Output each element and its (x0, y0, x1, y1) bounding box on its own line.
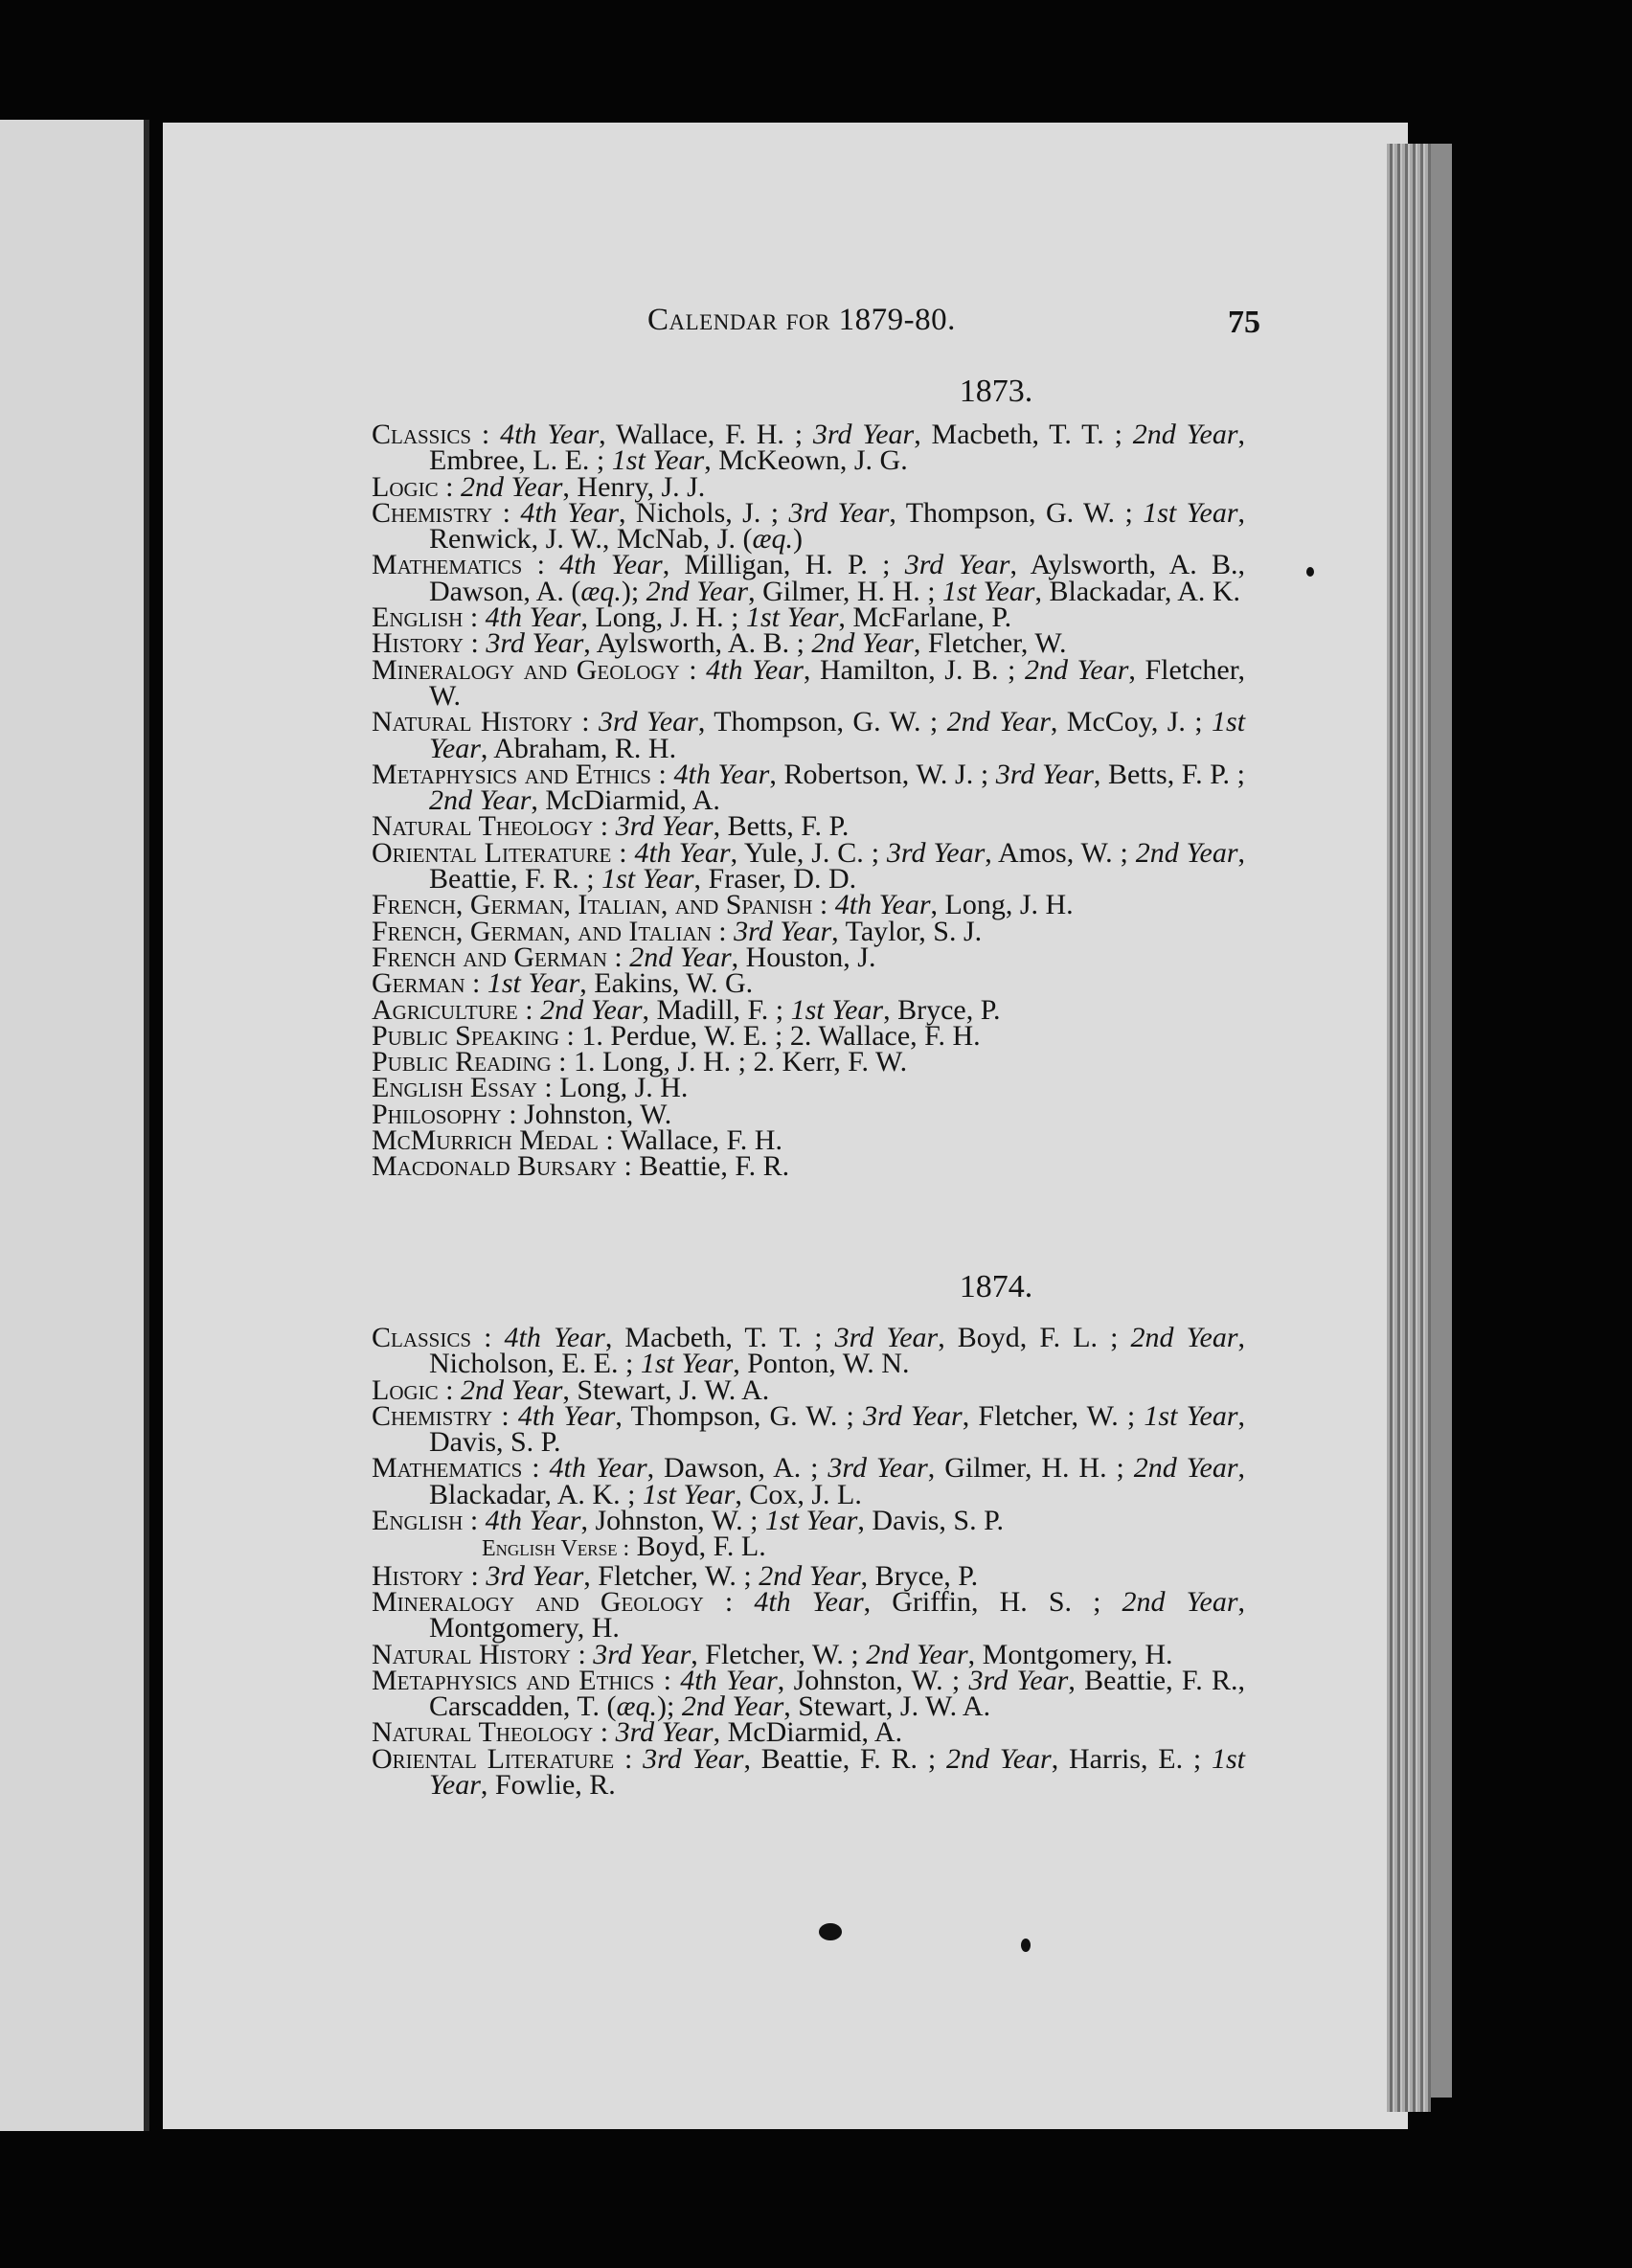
subject-label: English Essay : (372, 1072, 553, 1104)
award-entry (372, 653, 1246, 712)
year-label: 1st Year (764, 1505, 858, 1537)
award-entry (372, 941, 1245, 973)
award-text: , Beattie, F. R., Carscadden, T. ( (429, 1664, 1246, 1723)
award-text: , McKeown, J. G. (704, 444, 908, 477)
year-label: 2nd Year (1135, 836, 1238, 869)
award-entry (372, 1638, 1245, 1670)
entries-1873 (372, 419, 1246, 1183)
year-label: 4th Year (680, 1664, 778, 1696)
header-title: Calendar for 1879-80. (647, 303, 956, 337)
award-text: , Fraser, D. D. (693, 863, 857, 896)
year-label: 2nd Year (945, 1742, 1052, 1775)
year-label: 2nd Year (946, 706, 1051, 738)
award-text: , Beattie, F. R. ; (743, 1742, 946, 1775)
award-entry (372, 1664, 1246, 1723)
award-entry (372, 1505, 1245, 1537)
award-text: , Nichols, J. ; (619, 496, 789, 529)
award-text: , Davis, S. P. (429, 1399, 1246, 1459)
award-text: Boyd, F. L. (636, 1531, 766, 1563)
year-label: 2nd Year (811, 627, 914, 660)
award-text: , Betts, F. P. (713, 810, 850, 843)
year-label: 1st Year (942, 575, 1035, 607)
year-label: 4th Year (634, 836, 731, 869)
award-text: , Gilmer, H. H. ; (748, 575, 943, 607)
year-label: 3rd Year (788, 496, 890, 529)
year-label: 4th Year (673, 758, 770, 790)
award-text: , McFarlane, P. (838, 601, 1012, 634)
year-label: 4th Year (520, 496, 620, 529)
ink-blot (1306, 567, 1314, 577)
subject-label: History : (372, 1559, 479, 1592)
award-entry (372, 1019, 1245, 1052)
subject-label: History : (372, 627, 479, 660)
award-text: ); (657, 1690, 682, 1723)
year-label: æq. (616, 1690, 657, 1723)
year-label: 1st Year (1144, 1399, 1238, 1432)
award-text: , Blackadar, A. K. (1034, 575, 1241, 607)
subject-label: Logic : (372, 1373, 454, 1406)
subject-label: English Verse : (482, 1536, 630, 1562)
subject-label: Oriental Literature : (372, 1742, 633, 1775)
year-label: 4th Year (834, 889, 931, 921)
year-label: 1st Year (790, 993, 884, 1026)
year-label: 3rd Year (486, 1559, 584, 1592)
award-text: , Johnston, W. ; (580, 1505, 765, 1537)
award-text: , Embree, L. E. ; (429, 419, 1246, 477)
year-label: 3rd Year (995, 758, 1094, 790)
award-text: , Montgomery, H. (429, 1585, 1246, 1644)
award-entry (372, 1373, 1245, 1406)
award-text: Wallace, F. H. (620, 1124, 782, 1157)
award-entry (372, 1072, 1245, 1104)
award-text: , Betts, F. P. ; (1093, 758, 1246, 790)
year-label: 3rd Year (886, 836, 986, 869)
award-entry (372, 1716, 1245, 1749)
year-label: 3rd Year (827, 1452, 928, 1485)
award-text: , Thompson, G. W. ; (615, 1399, 864, 1432)
subject-label: Agriculture : (372, 993, 533, 1026)
year-label: 1st Year (429, 1742, 1246, 1802)
award-entry (372, 1742, 1246, 1802)
award-text: , Hamilton, J. B. ; (803, 653, 1025, 686)
year-label: 4th Year (504, 1322, 605, 1353)
subject-label: Chemistry : (372, 1399, 510, 1432)
facing-page-edge (0, 120, 149, 2131)
award-entry (372, 1452, 1246, 1510)
year-label: 3rd Year (615, 1716, 714, 1749)
subject-label: Natural Theology : (372, 1716, 609, 1749)
award-text: , Boyd, F. L. ; (938, 1322, 1131, 1353)
award-entry (372, 915, 1245, 947)
award-text: ) (793, 523, 803, 556)
award-entry (372, 810, 1245, 843)
award-text: , Fletcher, W. ; (583, 1559, 759, 1592)
year-label: 1st Year (1143, 496, 1238, 529)
award-text: , Renwick, J. W., McNab, J. ( (429, 496, 1246, 556)
year-label: 3rd Year (734, 915, 832, 947)
subject-label: French, German, and Italian : (372, 915, 727, 947)
award-text: , Robertson, W. J. ; (769, 758, 996, 790)
award-text: , Fletcher, W. ; (962, 1399, 1145, 1432)
subject-label: Macdonald Bursary : (372, 1150, 632, 1183)
award-text: , Davis, S. P. (857, 1505, 1004, 1537)
page-stack-edge (1387, 144, 1431, 2112)
award-text: , Aylsworth, A. B. ; (583, 627, 812, 660)
year-label: 2nd Year (429, 784, 532, 817)
award-text: , Bryce, P. (860, 1559, 979, 1592)
award-text: , McCoy, J. ; (1050, 706, 1213, 738)
subject-label: English : (372, 1505, 479, 1537)
year-label: 2nd Year (866, 1638, 968, 1670)
page-number: 75 (1228, 305, 1260, 340)
award-text: , Madill, F. ; (642, 993, 791, 1026)
award-entry (372, 889, 1245, 921)
award-text: , Fletcher, W. (913, 627, 1067, 660)
award-text: , Long, J. H. ; (580, 601, 746, 634)
award-text: 1. Long, J. H. ; 2. Kerr, F. W. (574, 1046, 908, 1078)
subject-label: McMurrich Medal : (372, 1124, 614, 1157)
year-label: 4th Year (485, 601, 581, 634)
year-label: 3rd Year (904, 549, 1010, 581)
year-label: 3rd Year (834, 1322, 939, 1353)
award-text: , Stewart, J. W. A. (783, 1690, 991, 1723)
award-entry (372, 470, 1245, 503)
award-text: , Nicholson, E. E. ; (429, 1322, 1245, 1380)
year-label: 4th Year (706, 653, 804, 686)
subject-label: Mineralogy and Geology : (372, 1585, 734, 1618)
year-label: 1st Year (611, 444, 705, 477)
year-label: æq. (580, 575, 622, 607)
year-label: 1st Year (601, 863, 694, 896)
award-text: , Stewart, J. W. A. (562, 1373, 770, 1406)
award-text: , Harris, E. ; (1051, 1742, 1212, 1775)
award-text: , Yule, J. C. ; (730, 836, 887, 869)
subject-label: French and German : (372, 941, 623, 973)
award-text: , McDiarmid, A. (713, 1716, 903, 1749)
award-text: , Griffin, H. S. ; (863, 1585, 1122, 1618)
subject-label: French, German, Italian, and Spanish : (372, 889, 828, 921)
award-text: , Blackadar, A. K. ; (429, 1452, 1246, 1510)
year-label: 2nd Year (646, 575, 749, 607)
page-stack-shadow (1431, 144, 1452, 2098)
year-label: 2nd Year (681, 1690, 784, 1723)
award-text: , Montgomery, H. (967, 1638, 1173, 1670)
award-text: , Macbeth, T. T. ; (914, 419, 1133, 450)
running-header (647, 303, 1260, 349)
award-entry (372, 1098, 1245, 1130)
subject-label: German : (372, 967, 481, 1000)
year-label: 4th Year (559, 549, 663, 581)
award-entry (372, 496, 1246, 556)
award-text: , Johnston, W. ; (777, 1664, 969, 1696)
year-label: 2nd Year (759, 1559, 861, 1592)
subject-label: Oriental Literature : (372, 836, 627, 869)
award-entry (372, 1150, 1245, 1183)
year-heading-1873: 1873. (959, 374, 1033, 409)
year-label: 2nd Year (1122, 1585, 1238, 1618)
award-entry (372, 836, 1246, 896)
year-label: 1st Year (640, 1348, 734, 1380)
subject-label: Mathematics : (372, 549, 545, 581)
subject-label: Classics : (372, 419, 490, 450)
award-entry (372, 706, 1246, 764)
award-text: , Eakins, W. G. (579, 967, 754, 1000)
subject-label: Natural History : (372, 1638, 586, 1670)
award-entry (372, 1124, 1245, 1157)
year-label: 2nd Year (629, 941, 732, 973)
year-label: 2nd Year (461, 1373, 563, 1406)
award-text: , Milligan, H. P. ; (662, 549, 905, 581)
subject-label: Classics : (372, 1322, 492, 1353)
award-entry (372, 601, 1245, 634)
subject-label: Public Speaking : (372, 1019, 575, 1052)
year-label: 1st Year (642, 1478, 736, 1510)
award-text: , Fletcher, W. (429, 653, 1246, 712)
award-text: , Long, J. H. (930, 889, 1074, 921)
year-label: 2nd Year (1132, 419, 1238, 450)
year-label: 2nd Year (1024, 653, 1129, 686)
year-label: 2nd Year (461, 470, 563, 503)
year-label: 3rd Year (812, 419, 915, 450)
year-label: 4th Year (485, 1505, 581, 1537)
award-text: , Macbeth, T. T. ; (604, 1322, 835, 1353)
year-heading-1874: 1874. (959, 1269, 1033, 1304)
subject-label: Mathematics : (372, 1452, 540, 1485)
award-text: , Thompson, G. W. ; (697, 706, 947, 738)
award-text: , Ponton, W. N. (733, 1348, 910, 1380)
award-entry (372, 419, 1246, 477)
award-text: Johnston, W. (524, 1098, 672, 1130)
award-entry (372, 967, 1245, 1000)
award-text: , Gilmer, H. H. ; (927, 1452, 1134, 1485)
award-text: , Amos, W. ; (985, 836, 1136, 869)
subject-label: Chemistry : (372, 496, 510, 529)
year-label: 3rd Year (615, 810, 714, 843)
subject-label: Mineralogy and Geology : (372, 653, 697, 686)
ink-blot (1021, 1939, 1031, 1952)
year-label: 2nd Year (1133, 1452, 1238, 1485)
award-entry (372, 1585, 1246, 1644)
entries-1874 (372, 1322, 1246, 1802)
award-text: 1. Perdue, W. E. ; 2. Wallace, F. H. (581, 1019, 981, 1052)
award-text: , Beattie, F. R. ; (429, 836, 1246, 896)
award-entry (372, 1559, 1245, 1592)
year-label: 3rd Year (643, 1742, 744, 1775)
subject-label: Logic : (372, 470, 454, 503)
year-label: æq. (752, 523, 793, 556)
award-text: , Cox, J. L. (735, 1478, 862, 1510)
year-label: 4th Year (517, 1399, 616, 1432)
year-label: 4th Year (754, 1585, 864, 1618)
year-label: 1st Year (745, 601, 839, 634)
award-text: , Taylor, S. J. (831, 915, 983, 947)
year-label: 4th Year (500, 419, 600, 450)
award-text: , Aylsworth, A. B., Dawson, A. ( (429, 549, 1246, 607)
year-label: 3rd Year (968, 1664, 1069, 1696)
year-label: 3rd Year (598, 706, 698, 738)
award-text: , Fowlie, R. (480, 1769, 616, 1802)
award-text: , Bryce, P. (883, 993, 1001, 1026)
award-text: , Henry, J. J. (562, 470, 706, 503)
award-text: Long, J. H. (559, 1072, 689, 1104)
award-entry (372, 627, 1245, 660)
year-label: 4th Year (549, 1452, 647, 1485)
award-text: , Fletcher, W. ; (691, 1638, 867, 1670)
year-label: 3rd Year (593, 1638, 691, 1670)
award-text: , Thompson, G. W. ; (889, 496, 1144, 529)
year-label: 2nd Year (540, 993, 643, 1026)
subject-label: Metaphysics and Ethics : (372, 1664, 671, 1696)
subject-label: Philosophy : (372, 1098, 517, 1130)
subject-label: Natural Theology : (372, 810, 609, 843)
award-text: , Abraham, R. H. (480, 732, 677, 764)
award-text: , Houston, J. (731, 941, 876, 973)
year-label: 1st Year (429, 706, 1246, 764)
year-label: 2nd Year (1130, 1322, 1238, 1353)
award-text: , Wallace, F. H. ; (599, 419, 813, 450)
award-text: , McDiarmid, A. (531, 784, 720, 817)
ink-blot (819, 1923, 842, 1940)
award-entry (372, 1399, 1246, 1459)
award-text: ); (621, 575, 646, 607)
award-entry (372, 993, 1245, 1026)
award-entry (372, 549, 1246, 607)
award-text: Beattie, F. R. (639, 1150, 790, 1183)
award-text: , Dawson, A. ; (646, 1452, 828, 1485)
subject-label: Public Reading : (372, 1046, 567, 1078)
subject-label: Metaphysics and Ethics : (372, 758, 667, 790)
subject-label: Natural History : (372, 706, 590, 738)
award-entry (372, 1046, 1245, 1078)
subject-label: English : (372, 601, 479, 634)
year-label: 1st Year (487, 967, 580, 1000)
award-entry (372, 1533, 1245, 1562)
award-entry (372, 1322, 1245, 1380)
award-entry (372, 758, 1246, 817)
year-label: 3rd Year (863, 1399, 963, 1432)
year-label: 3rd Year (486, 627, 584, 660)
